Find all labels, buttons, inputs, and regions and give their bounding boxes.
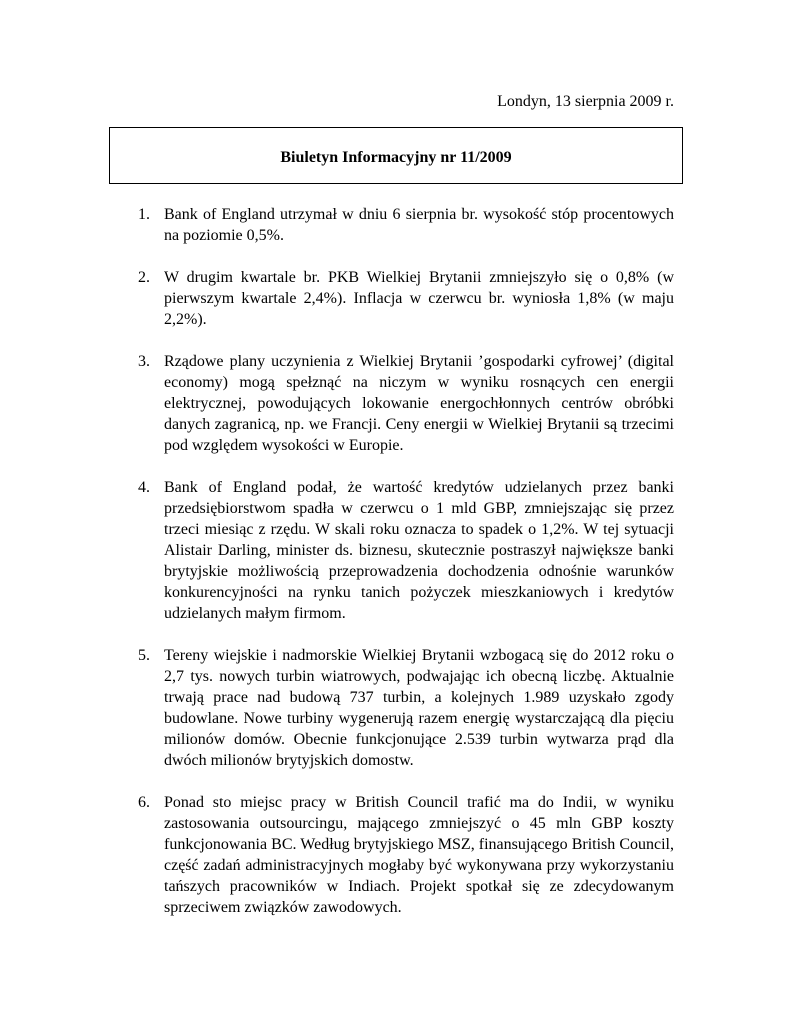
- news-item-list: [138, 204, 674, 939]
- item-number: 2.: [138, 269, 150, 286]
- news-item: [138, 267, 674, 330]
- item-text: Rządowe plany uczynienia z Wielkiej Brytanii ’gospodarki cyfrowej’ (digital economy) mogą spełznąć na niczym w wyniku rosnących cen energii elektrycznej, powodujących lokowanie energochłonnych centrów obróbki danych zagranicą, np. we Francji. Ceny energii w Wielkiej Brytanii są trzecimi pod względem wysokości w Europie.: [164, 353, 674, 454]
- item-text: W drugim kwartale br. PKB Wielkiej Brytanii zmniejszyło się o 0,8% (w pierwszym kwartale 2,4%). Inflacja w czerwcu br. wyniosła 1,8% (w maju 2,2%).: [164, 269, 674, 328]
- item-text: Bank of England podał, że wartość kredytów udzielanych przez banki przedsiębiorstwom spadła w czerwcu o 1 mld GBP, zmniejszając się przez trzeci miesiąc z rzędu. W skali roku oznacza to spadek o 1,2%. W tej sytuacji Alistair Darling, minister ds. biznesu, skutecznie postraszył największe banki brytyjskie możliwością przeprowadzenia dochodzenia odnośnie warunków konkurencyjności na rynku tanich pożyczek mieszkaniowych i kredytów udzielanych małym firmom.: [164, 479, 674, 622]
- news-item: [138, 351, 674, 456]
- item-number: 3.: [138, 353, 150, 370]
- item-number: 1.: [138, 206, 150, 223]
- news-item: [138, 477, 674, 624]
- item-text: Ponad sto miejsc pracy w British Council trafić ma do Indii, w wyniku zastosowania outsourcingu, mającego zmniejszyć o 45 mln GBP koszty funkcjonowania BC. Według brytyjskiego MSZ, finansującego British Council, część zadań administracyjnych mogłaby być wykonywana przy wykorzystaniu tańszych pracowników w Indiach. Projekt spotkał się ze zdecydowanym sprzeciwem związków zawodowych.: [164, 794, 674, 916]
- item-text: Bank of England utrzymał w dniu 6 sierpnia br. wysokość stóp procentowych na poziomie 0,5%.: [164, 206, 674, 244]
- news-item: [138, 792, 674, 918]
- item-number: 6.: [138, 794, 150, 811]
- item-number: 4.: [138, 479, 150, 496]
- date-line: Londyn, 13 sierpnia 2009 r.: [497, 93, 674, 110]
- bulletin-title: Biuletyn Informacyjny nr 11/2009: [280, 149, 512, 166]
- news-item: [138, 645, 674, 771]
- item-number: 5.: [138, 647, 150, 664]
- news-item: [138, 204, 674, 246]
- item-text: Tereny wiejskie i nadmorskie Wielkiej Brytanii wzbogacą się do 2012 roku o 2,7 tys. nowych turbin wiatrowych, podwajając ich obecną liczbę. Aktualnie trwają prace nad budową 737 turbin, a kolejnych 1.989 uzyskało zgody budowlane. Nowe turbiny wygenerują razem energię wystarczającą dla pięciu milionów domów. Obecnie funkcjonujące 2.539 turbin wytwarza prąd dla dwóch milionów brytyjskich domostw.: [164, 647, 674, 769]
- title-box: [109, 127, 683, 184]
